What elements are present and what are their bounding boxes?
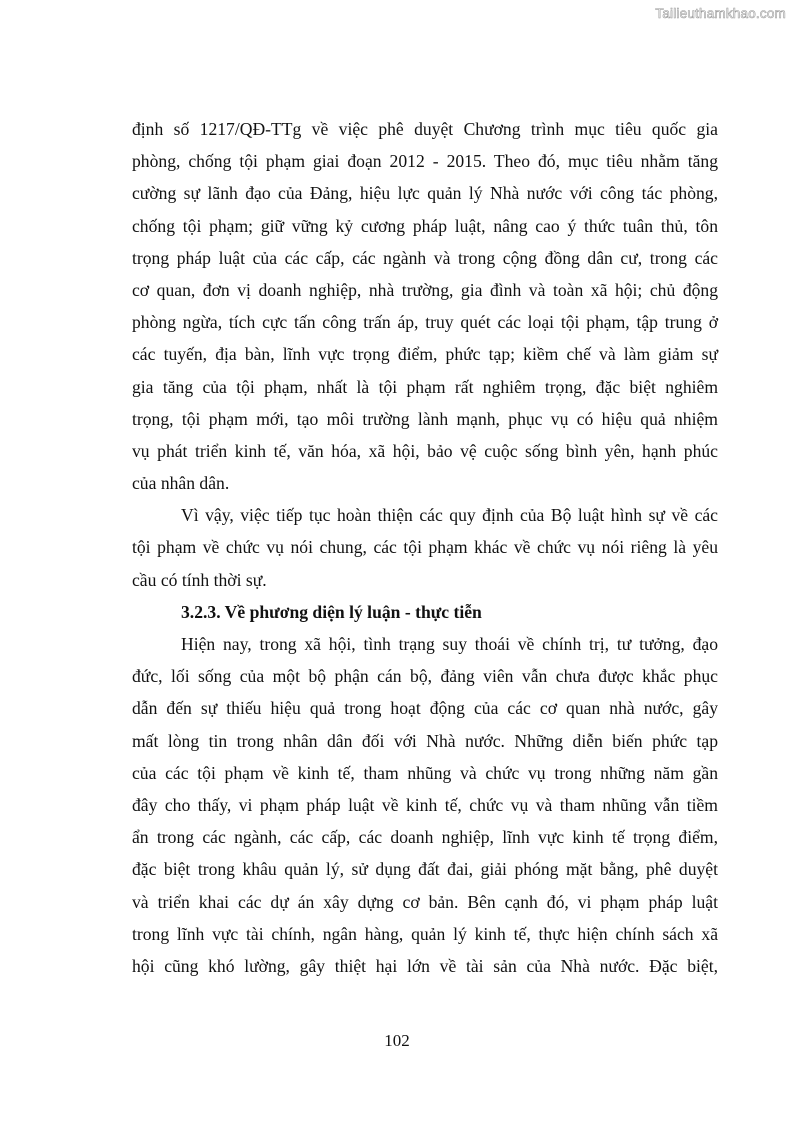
text-line: Vì vậy, việc tiếp tục hoàn thiện các quy định của Bộ luật hình sự về các <box>181 505 718 526</box>
text-line: các tuyến, địa bàn, lĩnh vực trọng điểm, phức tạp; kiềm chế và làm giảm sự <box>132 344 718 365</box>
text-line: hội cũng khó lường, gây thiệt hại lớn về tài sản của Nhà nước. Đặc biệt, <box>132 955 718 976</box>
section-heading: 3.2.3. Về phương diện lý luận - thực tiễn <box>181 601 482 622</box>
document-body <box>132 113 718 982</box>
text-line: cơ quan, đơn vị doanh nghiệp, nhà trường, gia đình và toàn xã hội; chủ động <box>132 279 718 300</box>
text-line: phòng ngừa, tích cực tấn công trấn áp, truy quét các loại tội phạm, tập trung ở <box>132 312 718 333</box>
text-line: đặc biệt trong khâu quản lý, sử dụng đất đai, giải phóng mặt bằng, phê duyệt <box>132 859 718 880</box>
paragraph-1 <box>132 113 718 499</box>
text-line: tội phạm về chức vụ nói chung, các tội phạm khác về chức vụ nói riêng là yêu <box>132 537 718 558</box>
watermark-text: Tailieuthamkhao.com <box>655 6 786 21</box>
text-line: trọng, tội phạm mới, tạo môi trường lành mạnh, phục vụ có hiệu quả nhiệm <box>132 408 718 429</box>
text-line: phòng, chống tội phạm giai đoạn 2012 - 2015. Theo đó, mục tiêu nhằm tăng <box>132 151 718 172</box>
text-line: trọng pháp luật của các cấp, các ngành và trong cộng đồng dân cư, trong các <box>132 247 718 268</box>
text-line: dẫn đến sự thiếu hiệu quả trong hoạt động của các cơ quan nhà nước, gây <box>132 698 718 719</box>
text-line: của nhân dân. <box>132 473 230 494</box>
text-line: của các tội phạm về kinh tế, tham nhũng và chức vụ trong những năm gần <box>132 762 718 783</box>
text-line: chống tội phạm; giữ vững kỷ cương pháp luật, nâng cao ý thức tuân thủ, tôn <box>132 215 718 236</box>
text-line: gia tăng của tội phạm, nhất là tội phạm rất nghiêm trọng, đặc biệt nghiêm <box>132 376 718 397</box>
text-line: đức, lối sống của một bộ phận cán bộ, đảng viên vẫn chưa được khắc phục <box>132 666 718 687</box>
text-line: trong lĩnh vực tài chính, ngân hàng, quản lý kinh tế, thực hiện chính sách xã <box>132 923 718 944</box>
text-line: định số 1217/QĐ-TTg về việc phê duyệt Chương trình mục tiêu quốc gia <box>132 119 718 139</box>
text-line: ẩn trong các ngành, các cấp, các doanh nghiệp, lĩnh vực kinh tế trọng điểm, <box>132 827 718 848</box>
text-line: đây cho thấy, vi phạm pháp luật về kinh tế, chức vụ và tham nhũng vẫn tiềm <box>132 794 718 815</box>
text-line: cầu có tính thời sự. <box>132 569 267 590</box>
text-line: và triển khai các dự án xây dựng cơ bản. Bên cạnh đó, vi phạm pháp luật <box>132 891 718 912</box>
text-line: cường sự lãnh đạo của Đảng, hiệu lực quản lý Nhà nước với công tác phòng, <box>132 183 718 204</box>
text-line: mất lòng tin trong nhân dân đối với Nhà nước. Những diễn biến phức tạp <box>132 730 718 751</box>
paragraph-2 <box>132 499 718 596</box>
text-line: vụ phát triển kinh tế, văn hóa, xã hội, bảo vệ cuộc sống bình yên, hạnh phúc <box>132 440 718 461</box>
text-line: Hiện nay, trong xã hội, tình trạng suy thoái về chính trị, tư tưởng, đạo <box>181 634 718 654</box>
page-number: 102 <box>384 1031 410 1050</box>
paragraph-3 <box>132 628 718 982</box>
